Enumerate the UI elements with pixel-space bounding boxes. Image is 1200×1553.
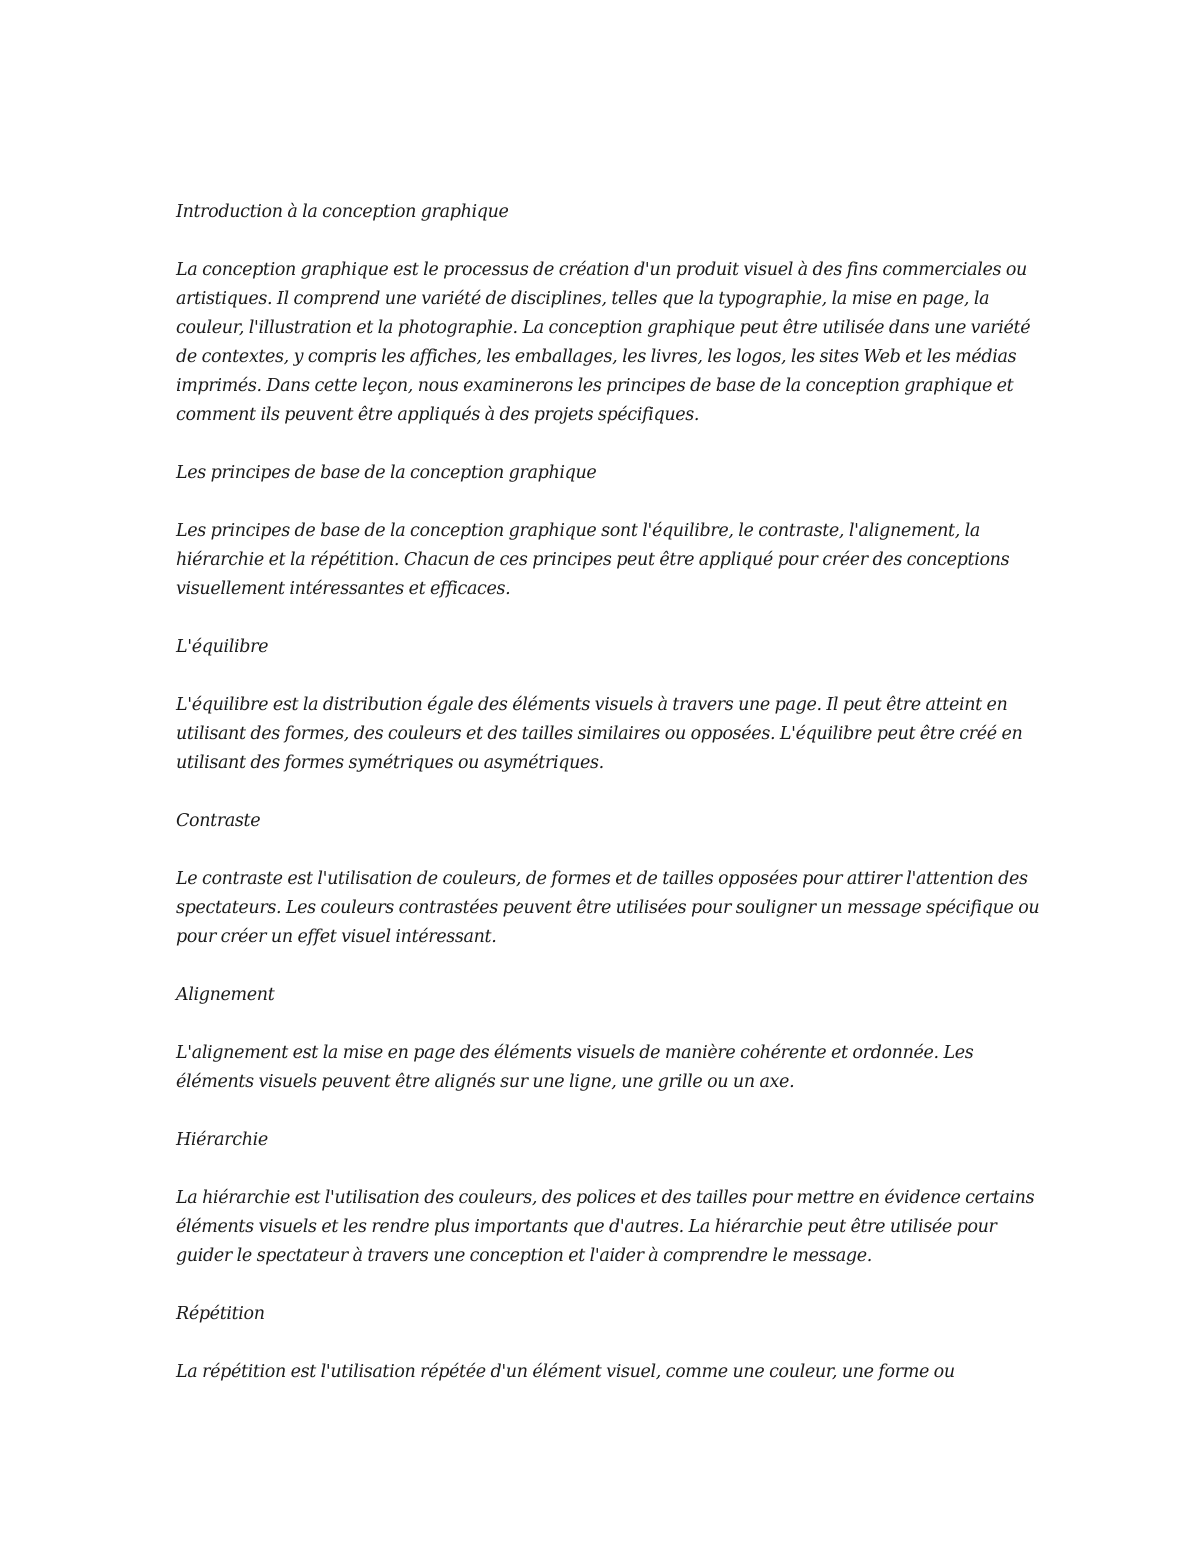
section-heading-introduction: Introduction à la conception graphique [176, 202, 509, 222]
paragraph-alignement: L'alignement est la mise en page des éléments visuels de manière cohérente et ordonnée. Les éléments visuels peuvent être alignés sur une ligne, une grille ou un axe. [176, 1043, 974, 1092]
paragraph-principes: Les principes de base de la conception graphique sont l'équilibre, le contraste, l'alignement, la hiérarchie et la répétition. Chacun de ces principes peut être appliqué pour créer des conceptions visuellement intéressantes et efficaces. [176, 521, 1010, 599]
paragraph-repetition: La répétition est l'utilisation répétée d'un élément visuel, comme une couleur, une forme ou [176, 1362, 955, 1382]
paragraph-hierarchie: La hiérarchie est l'utilisation des couleurs, des polices et des tailles pour mettre en évidence certains éléments visuels et les rendre plus importants que d'autres. La hiérarchie peut être utilisée pour guider le spectateur à travers une conception et l'aider à comprendre le message. [176, 1188, 1035, 1266]
paragraph-contraste: Le contraste est l'utilisation de couleurs, de formes et de tailles opposées pour attirer l'attention des spectateurs. Les couleurs contrastées peuvent être utilisées pour souligner un message spécifique ou pour créer un effet visuel intéressant. [176, 869, 1040, 947]
document-body [176, 198, 1046, 1416]
section-heading-contraste: Contraste [176, 811, 261, 831]
section-heading-hierarchie: Hiérarchie [176, 1130, 268, 1150]
section-heading-equilibre: L'équilibre [176, 637, 269, 657]
section-heading-principes: Les principes de base de la conception graphique [176, 463, 597, 483]
section-heading-repetition: Répétition [176, 1304, 265, 1324]
section-heading-alignement: Alignement [176, 985, 275, 1005]
paragraph-introduction: La conception graphique est le processus de création d'un produit visuel à des fins commerciales ou artistiques. Il comprend une variété de disciplines, telles que la typographie, la mise en page, la couleur, l'illustration et la photographie. La conception graphique peut être utilisée dans une variété de contextes, y compris les affiches, les emballages, les livres, les logos, les sites Web et les médias imprimés. Dans cette leçon, nous examinerons les principes de base de la conception graphique et comment ils peuvent être appliqués à des projets spécifiques. [176, 260, 1031, 425]
paragraph-equilibre: L'équilibre est la distribution égale des éléments visuels à travers une page. Il peut être atteint en utilisant des formes, des couleurs et des tailles similaires ou opposées. L'équilibre peut être créé en utilisant des formes symétriques ou asymétriques. [176, 695, 1023, 773]
